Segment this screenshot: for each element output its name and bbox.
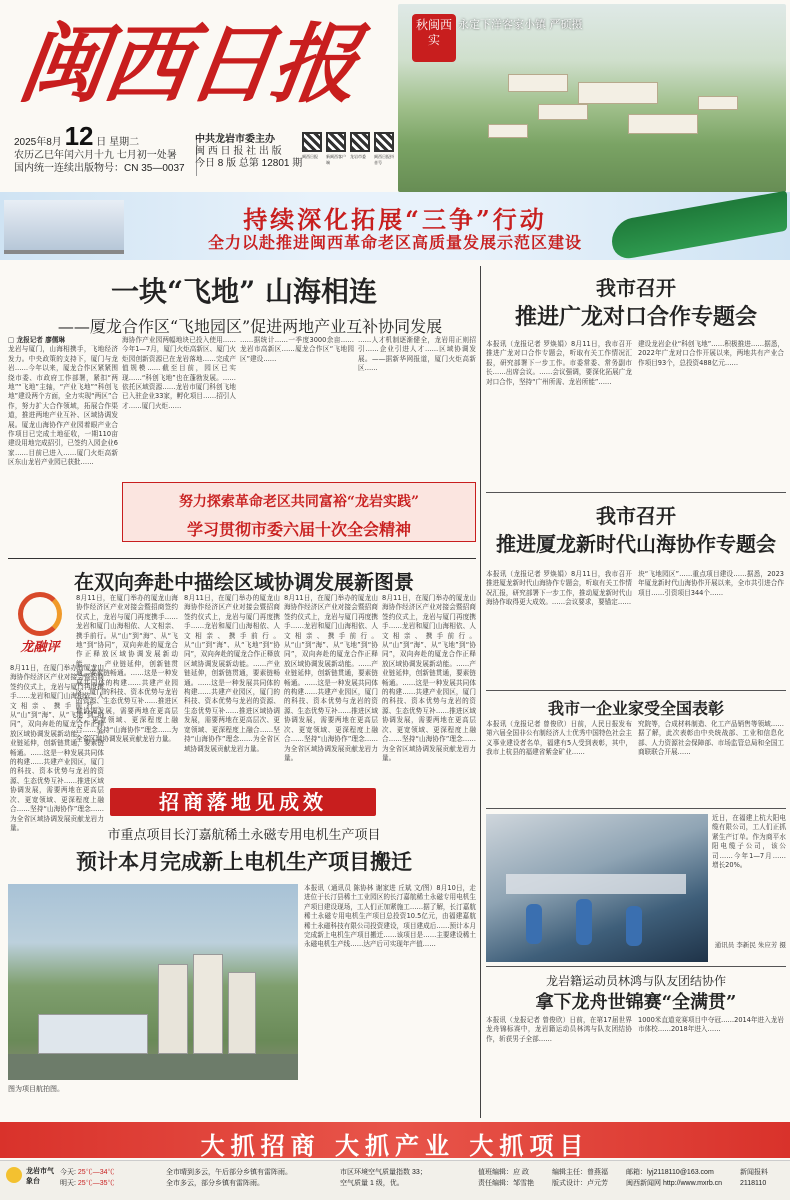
- a3-photo: [8, 884, 298, 1080]
- logo-block: [10, 592, 70, 662]
- b4-photo: [486, 814, 708, 962]
- b1-col1: 本报讯（龙报记者 罗焕娟）8月11日，我市召开推进广龙对口合作专题会，听取有关工作情况汇报，研究部署下一步工作。市委常委、常务副市长……出席会议。……会议强调，要深化拓展广龙对口合作，坚持“广州所需、龙岩所能”……: [486, 340, 632, 386]
- qr-code[interactable]: [326, 132, 346, 152]
- a1-col2: 海协作产业园两幅地块已投入使用……今年1—7月，厦门火炬高新区、厦门火炬园创新资源已在龙岩落地……完成产值规模……截至目前，园区已实现……“科创飞地”也在蓬勃发展。……依托区域资源……龙岩市厦门科创飞地已入驻企业33家，孵化项目……招引人才……厦门火炬……: [122, 336, 236, 410]
- a1-subtitle: ——厦龙合作区“飞地园区”促进两地产业互补协同发展: [57, 317, 443, 336]
- b3-col2: 究院等，合成材料制造、化工产品销售等领域……据了解，此次表彰由中央统战部、工业和信息化部、人力资源社会保障部、市场监管总局和全国工商联联合开展……: [638, 720, 784, 757]
- weather-desc-today: 全市晴到多云，午后部分乡镇有雷阵雨。: [166, 1169, 292, 1176]
- bottom-info-bar: [0, 1160, 790, 1200]
- hotline: [740, 1167, 786, 1189]
- qr-label: 闽西日报: [302, 154, 318, 159]
- weather-city: 龙岩市气象台: [26, 1168, 54, 1185]
- cn-number: 国内统一连续出版物号：CN 35—0037: [14, 163, 185, 174]
- a2-title: 在双向奔赴中描绘区域协调发展新图景: [74, 570, 414, 594]
- hotline-label: 新闻报料: [740, 1169, 768, 1176]
- logo-icon: [18, 592, 62, 636]
- weather-labels: [60, 1167, 114, 1189]
- qr-label: 新闽西客户端: [326, 154, 346, 165]
- qr-label: 龙岩市委: [350, 154, 366, 159]
- weather-desc: [166, 1167, 316, 1189]
- air-quality: [340, 1167, 470, 1189]
- photo-caption: 永定下洋客家小镇 严硕摄: [458, 18, 583, 31]
- website-link[interactable]: 闽西新闻网 http://www.mxrb.cn: [626, 1180, 723, 1187]
- b4-kicker: 龙岩籍运动员林鸿与队友团结协作: [545, 974, 726, 988]
- hotline-number: 2118110: [740, 1180, 767, 1187]
- today-label: 今天:: [60, 1169, 76, 1176]
- qr-code[interactable]: [302, 132, 322, 152]
- qr-label: 闽西日报抖音号: [374, 154, 394, 165]
- email[interactable]: 邮箱：lyj2118110@163.com: [626, 1169, 714, 1176]
- weather-desc-tomorrow: 全市多云，部分乡镇有雷阵雨。: [166, 1180, 264, 1187]
- a3-caption: 图为项目航拍图。: [8, 1085, 64, 1093]
- b3-title: 我市一企业家受全国表彰: [547, 699, 724, 718]
- b4-photo-caption: 近日，在福建上杭大阳电缆有限公司，工人们正抓紧生产订单。作为商平水阳电缆子公司，该公司……今年1—7月……增长20%。: [712, 814, 786, 870]
- b1-title2: 推进广龙对口合作专题会: [514, 304, 757, 330]
- masthead-title: 闽西日报: [12, 14, 364, 115]
- banner-subtitle: 全力以赴推进闽西革命老区高质量发展示范区建设: [207, 233, 582, 252]
- a1-col3: ……据统计……一季度3000余亩……龙岩市高新区……厦龙合作区“飞地园区”建设……: [240, 336, 354, 363]
- a3-title: 预计本月完成新上电机生产项目搬迁: [76, 849, 412, 874]
- a1-col1-text: 龙岩与厦门，山海相携手，飞地经济发力。中央政策的支持下，厦门与龙岩……今年以来，厦龙合作区紧紧围绕市委、市政府工作部署，紧扣“两地”“飞地”主轴，“产业飞地”“科创飞地”建设两个方面，全力实现“两区”合作，努力扩大合作领域，拓展合作渠道，推进两地产业互补、区域协调发展。厦龙山海协作产业园着眼产业合作项目已完成土地征收，一期110亩建设用地完成招引，已签约入园企业6家……目前已进入……厦门火炬高新区东山龙岩产业园已获批……: [8, 345, 118, 467]
- responsible-editor: 责任编辑：邹雪艳: [478, 1180, 534, 1187]
- weather-icon: [6, 1167, 22, 1183]
- a1-byline: □ 龙报记者 廖儒琳: [8, 336, 65, 344]
- b2-col2: 块“飞地园区”……重点项目建设……据悉，2023年厦龙新时代山海协作开展以来，全市共引进合作项目……引资项目344个……: [638, 570, 784, 597]
- b1-title1: 我市召开: [596, 276, 676, 300]
- a1-title: 一块“飞地” 山海相连: [111, 275, 377, 308]
- qr-code[interactable]: [350, 132, 370, 152]
- slogan-line1: 努力探索革命老区共同富裕“龙岩实践”: [178, 494, 420, 510]
- autumn-seal: 秋闽西实: [412, 14, 456, 62]
- slogan-line2: 学习贯彻市委六届十次全会精神: [186, 520, 411, 539]
- masthead-photo: [398, 4, 786, 192]
- b4-col1: 本报讯（龙报记者 曾俊欣）日前，在第17届世界龙舟锦标赛中，龙岩籍运动员林鸿与队友团结协作，斩获男子全部……: [486, 1016, 632, 1043]
- banner-title: 持续深化拓展“三争”行动: [243, 205, 547, 234]
- b3-col1: 本报讯（龙报记者 曾俊欣）日前，人民日报发布第六届全国非公有制经济人士优秀中国特色社会主义事业建设者名单，福建有5人受到表彰，其中，我市上杭县的福建省紫金矿业……: [486, 720, 632, 757]
- b2-col1: 本报讯（龙报记者 罗焕娟）8月11日，我市召开推进厦龙新时代山海协作专题会，听取有关工作情况汇报，研究部署下一步工作，推动厦龙新时代山海协作取得更大成效。……会议要求，要锚定……: [486, 570, 632, 607]
- layout-designer: 版式设计：卢元芳: [552, 1180, 608, 1187]
- tomorrow-label: 明天:: [60, 1180, 76, 1187]
- date-lunar: 农历乙巳年闰六月十九: [14, 150, 114, 161]
- b2-title2: 推进厦龙新时代山海协作专题会: [496, 532, 776, 556]
- headline-banner: [0, 192, 790, 260]
- footer-slogan: 大抓招商 大抓产业 大抓项目: [200, 1131, 590, 1160]
- a2-col1b: 8月11日，在厦门举办的厦龙山海协作经济区产业对接会暨招商签约仪式上，龙岩与厦门再度携手……龙岩和厦门山海相依、人文相亲、携手前行。从“山”到“海”、从“飞地”到“协同”，双向奔赴的厦龙合作正释放区域协调发展新动能。……产业链延伸，创新链贯通，要素链畅通。……这是一种发展共同体的构建……共建产业园区，厦门的科技、资本优势与龙岩的资源、生态优势互补……推进区域协调发展，需要两地在更高层次、更宽领域、更深程度上融合……坚持“山海协作”理念……为全省区域协调发展贡献龙岩力量。: [76, 594, 178, 744]
- a1-col4: ……人才机制逐渐健全，龙岩用正则招引……企业引进人才……区域协调发展。——据新华网报道，厦门火炬高新区……: [358, 336, 476, 373]
- editors-2: [552, 1167, 622, 1189]
- slogan-box: [122, 482, 476, 542]
- editors-1: [478, 1167, 548, 1189]
- a2-col1a: 8月11日，在厦门举办的厦龙山海协作经济区产业对接会暨招商签约仪式上，龙岩与厦门再度携手……龙岩和厦门山海相依、人文相亲、携手前行。从“山”到“海”、从“飞地”到“协同”，双向奔赴的厦龙合作正释放区域协调发展新动能。……产业链延伸，创新链贯通，要素链畅通。……这是一种发展共同体的构建……共建产业园区，厦门的科技、资本优势与龙岩的资源、生态优势互补……推进区域协调发展，需要两地在更高层次、更宽领域、更深程度上融合……坚持“山海协作”理念……为全省区域协调发展贡献龙岩力量。: [10, 664, 104, 832]
- b4-col2: 1000米直道竞赛项目中夺冠……2014年进入龙岩市体校……2018年进入……: [638, 1016, 784, 1034]
- contact-info: [626, 1167, 736, 1189]
- aqi-index: 市区环境空气质量指数 33；: [340, 1169, 427, 1176]
- qr-codes: [302, 132, 398, 182]
- date-day: 12: [64, 121, 94, 151]
- a2-col2: 8月11日，在厦门举办的厦龙山海协作经济区产业对接会暨招商签约仪式上，龙岩与厦门再度携手……龙岩和厦门山海相依、人文相亲、携手前行。从“山”到“海”、从“飞地”到“协同”，双向奔赴的厦龙合作正释放区域协调发展新动能。……产业链延伸，创新链贯通，要素链畅通。……这是一种发展共同体的构建……共建产业园区，厦门的科技、资本优势与龙岩的资源、生态优势互补……推进区域协调发展，需要两地在更高层次、更宽领域、更深程度上融合……坚持“山海协作”理念……为全省区域协调发展贡献龙岩力量。: [184, 594, 280, 753]
- publisher-line3: 今日 8 版 总第 12801 期: [195, 158, 303, 169]
- duty-editor: 值班编辑：应 政: [478, 1169, 529, 1176]
- qr-code[interactable]: [374, 132, 394, 152]
- editor-director: 编辑主任：曾燕福: [552, 1169, 608, 1176]
- date-weekday: 日 星期二: [96, 137, 140, 148]
- b2-title1: 我市召开: [596, 504, 676, 528]
- a3-body: 本报讯（通讯员 陈协林 谢家进 丘斌 文/图）8月10日，走进位于长汀县稀土工业园区的长汀嘉航稀土永磁专用电机生产项目建设现场，工人们正加紧施工……据了解，长汀嘉航稀土永磁专用电机生产项目总投资10.5亿元，由福建嘉航稀土永磁科技有限公司投资建设，项目建成后……预计本月完成新上电机生产项目搬迁……该项目是……主要建设稀土永磁电机生产线……达产后可实现年产值……: [304, 884, 476, 949]
- tomorrow-temp: 25℃—35℃: [77, 1180, 115, 1187]
- solar-term: 七月初一处暑: [116, 150, 177, 161]
- b1-col2: 建设龙岩企业“科创飞地”……积极推进……据悉，2022年广龙对口合作开展以来，两地共有产业合作项目93个，总投资488亿元……: [638, 340, 784, 367]
- publisher-line1: 中共龙岩市委主办: [195, 134, 275, 145]
- a3-band: 招商落地见成效: [110, 788, 376, 816]
- publisher-line2: 闽 西 日 报 社 出 版: [195, 146, 282, 157]
- a2-col4: 8月11日，在厦门举办的厦龙山海协作经济区产业对接会暨招商签约仪式上，龙岩与厦门再度携手……龙岩和厦门山海相依、人文相亲、携手前行。从“山”到“海”、从“飞地”到“协同”，双向奔赴的厦龙合作正释放区域协调发展新动能。……产业链延伸，创新链贯通，要素链畅通。……这是一种发展共同体的构建……共建产业园区，厦门的科技、资本优势与龙岩的资源、生态优势互补……推进区域协调发展，需要两地在更高层次、更宽领域、更深程度上融合……坚持“山海协作”理念……为全省区域协调发展贡献龙岩力量。: [382, 594, 476, 762]
- b4-title: 拿下龙舟世锦赛“全满贯”: [535, 992, 737, 1013]
- today-temp: 25℃—34℃: [77, 1169, 115, 1176]
- b4-photo-credit: 通讯员 李新民 朱应芳 摄: [714, 941, 786, 949]
- publisher-block: [195, 134, 315, 170]
- date-year: 2025年8月: [14, 137, 62, 148]
- a2-col3: 8月11日，在厦门举办的厦龙山海协作经济区产业对接会暨招商签约仪式上，龙岩与厦门再度携手……龙岩和厦门山海相依、人文相亲、携手前行。从“山”到“海”、从“飞地”到“协同”，双向奔赴的厦龙合作正释放区域协调发展新动能。……产业链延伸，创新链贯通，要素链畅通。……这是一种发展共同体的构建……共建产业园区，厦门的科技、资本优势与龙岩的资源、生态优势互补……推进区域协调发展，需要两地在更高层次、更宽领域、更深程度上融合……坚持“山海协作”理念……为全省区域协调发展贡献龙岩力量。: [284, 594, 378, 762]
- aqi-grade: 空气质量 1 级，优。: [340, 1180, 404, 1187]
- a1-col1: [8, 336, 118, 554]
- a3-kicker: 市重点项目长汀嘉航稀土永磁专用电机生产项目: [107, 828, 381, 843]
- logo-text: 龙融评: [20, 640, 60, 655]
